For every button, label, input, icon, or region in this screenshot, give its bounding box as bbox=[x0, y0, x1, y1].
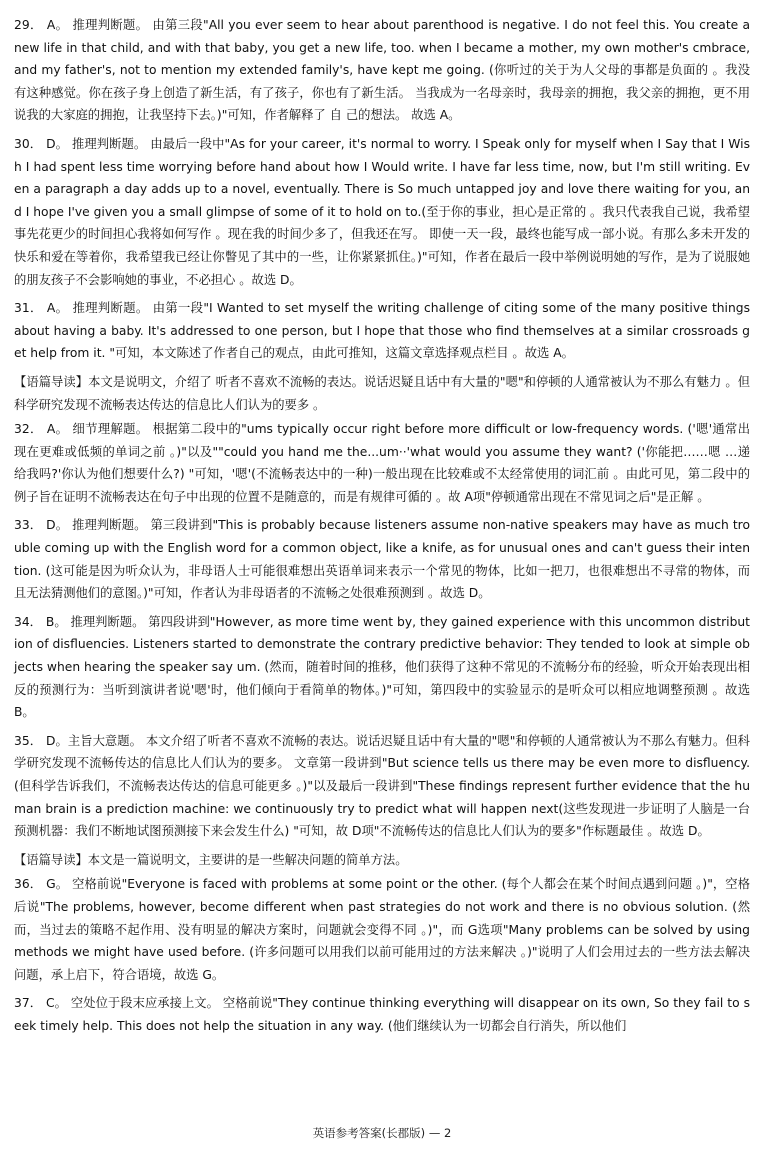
answer-content bbox=[14, 14, 750, 1044]
answer-entry-35 bbox=[14, 730, 750, 843]
answer-entry-37 bbox=[14, 992, 750, 1037]
question-number: 29． bbox=[14, 18, 43, 32]
question-number: 33． bbox=[14, 518, 43, 533]
answer-entry-36 bbox=[14, 873, 750, 986]
answer-entry-30 bbox=[14, 133, 750, 291]
passage-guide: 【语篇导读】本文是说明文，介绍了 听者不喜欢不流畅的表达。说话迟疑且话中有大量的"嗯"和停顿的人通常被认为不那么有魅力 。但科学研究发现不流畅表达传达的信息比人们认为的要多 。 bbox=[14, 374, 750, 412]
answer-entry-32 bbox=[14, 418, 750, 508]
question-number: 36． bbox=[14, 877, 43, 892]
answer-text: G。 空格前说"Everyone is faced with problems at some point or the other. (每个人都会在某个时间点遇到问题 。)"，空格后说"The problems, however, become different when past strategies do not work and there is no obvious solution. (然而，当过去的策略不起作用、没有明显的解决方案时，问题就会变得不同 。)"，而 G选项"Many problems can be solved by using methods we might have used before. (许多问题可以用我们以前可能用过的方法来解决 。)"说明了人们会用过去的一些方法去解决问题，承上启下，符合语境，故选 G。 bbox=[14, 877, 750, 982]
answer-text: D。主旨大意题。 本文介绍了听者不喜欢不流畅的表达。说话迟疑且话中有大量的"嗯"和停顿的人通常被认为不那么有魅力。但科学研究发现不流畅传达的信息比人们认为的要多。 文章第一段讲到"But science tells us there may be even more to disfluency. (但科学告诉我们，不流畅表达传达的信息可能更多 。)"以及最后一段讲到"These findings represent further evidence that the human brain is a prediction machine: we continuously try to predict what will happen next(这些发现进一步证明了人脑是一台预测机器：我们不断地试图预测接下来会发生什么) "可知，故 D项"不流畅传达的信息比人们认为的要多"作标题最佳 。故选 D。 bbox=[14, 733, 750, 839]
answer-text: A。 细节理解题。 根据第二段中的"ums typically occur right before more difficult or low-frequency words. ('嗯'通常出现在更难或低频的单词之前 。)"以及""could you hand me the...um··'what would you assume they want? ('你能把……嗯 …递给我吗?'你认为他们想要什么?) "可知，'嗯'(不流畅表达中的一种)一般出现在比较难或不太经常使用的词汇前 。由此可见，第二段中的例子旨在证明不流畅表达在句子中出现的位置不是随意的，而是有规律可循的 。故 A项"停顿通常出现在不常见词之后"是正解 。 bbox=[14, 422, 750, 504]
answer-text: A。 推理判断题。 由第三段"All you ever seem to hear about parenthood is negative. I do not feel this. You create a new life in that child, and with that baby, you get a new life, too. when I became a mother, my own mother's cmbrace, and my father's, not to mention my extended family's, have kept me going. (你听过的关于为人父母的事都是负面的 。我没有这种感觉。你在孩子身上创造了新生活，有了孩子，你也有了新生活。 当我成为一名母亲时，我母亲的拥抱，我父亲的拥抱，更不用说我的大家庭的拥抱，让我坚持下去。)"可知，作者解释了 自 己的想法。 故选 A。 bbox=[14, 18, 750, 123]
answer-entry-34 bbox=[14, 611, 750, 724]
answer-text: D。 推理判断题。 第三段讲到"This is probably because listeners assume non-native speakers may have as much trouble coming up with the English word for a common object, like a knife, as for unusual ones and can't guess their intention. (这可能是因为听众认为，非母语人士可能很难想出英语单词来表示一个常见的物体，比如一把刀，也很难想出不寻常的物体，而且无法猜测他们的意图。)"可知，作者认为非母语者的不流畅之处很难预测到 。故选 D。 bbox=[14, 518, 750, 601]
answer-text: C。 空处位于段末应承接上文。 空格前说"They continue thinking everything will disappear on its own, So they fail to seek timely help. This does not help the situation in any way. (他们继续认为一切都会自行消失，所以他们 bbox=[14, 996, 750, 1033]
question-number: 34． bbox=[14, 614, 42, 629]
answer-text: A。 推理判断题。 由第一段"I Wanted to set myself the writing challenge of citing some of the many positive things about having a baby. It's addressed to one person, but I hope that those who find themselves at a similar crossroads get help from it. "可知，本文陈述了作者自己的观点，由此可推知，这篇文章选择观点栏目 。故选 A。 bbox=[14, 301, 750, 361]
page-footer: 英语参考答案(长郡版) — 2 bbox=[312, 1126, 452, 1140]
question-number: 30． bbox=[14, 136, 43, 151]
answer-text: B。 推理判断题。 第四段讲到"However, as more time went by, they gained experience with this uncommon distribution of disfluencies. Listeners started to demonstrate the contrary predictive behavior: They tended to look at simple objects when hearing the speaker say um. (然而，随着时间的推移，他们获得了这种不常见的不流畅分布的经验，听众开始表现出相反的预测行为：当听到演讲者说'嗯'时，他们倾向于看简单的物体。)"可知，第四段中的实验显示的是听众可以相应地调整预测 。故选 B。 bbox=[14, 614, 750, 720]
passage-guide: 【语篇导读】本文是一篇说明文，主要讲的是一些解决问题的简单方法。 bbox=[14, 852, 408, 867]
answer-entry-29 bbox=[14, 14, 750, 127]
answer-entry-33 bbox=[14, 514, 750, 604]
answer-text: D。 推理判断题。 由最后一段中"As for your career, it's normal to worry. I Speak only for myself when I Say that I Wish I had spent less time worrying before hand about how I Would write. I have far less time, now, but I'm still writing. Even a paragraph a day adds up to a novel, eventually. There is So much untapped joy and love there waiting for you, and I hope I've given you a small glimpse of some of it to hold on to.(至于你的事业，担心是正常的 。我只代表我自己说，我希望事先花更少的时间担心我将如何写作 。现在我的时间少多了，但我还在写。 即使一天一段，最终也能写成一部小说。有那么多未开发的快乐和爱在等着你，我希望我已经让你瞥见了其中的一些，让你紧紧抓住。)"可知，作者在最后一段中举例说明她的写作，是为了说服她的朋友孩子不会影响她的事业，不必担心 。故选 D。 bbox=[14, 136, 750, 287]
question-number: 37． bbox=[14, 996, 43, 1011]
question-number: 35． bbox=[14, 733, 43, 748]
question-number: 31． bbox=[14, 301, 43, 316]
answer-entry-31 bbox=[14, 297, 750, 365]
question-number: 32． bbox=[14, 422, 43, 437]
